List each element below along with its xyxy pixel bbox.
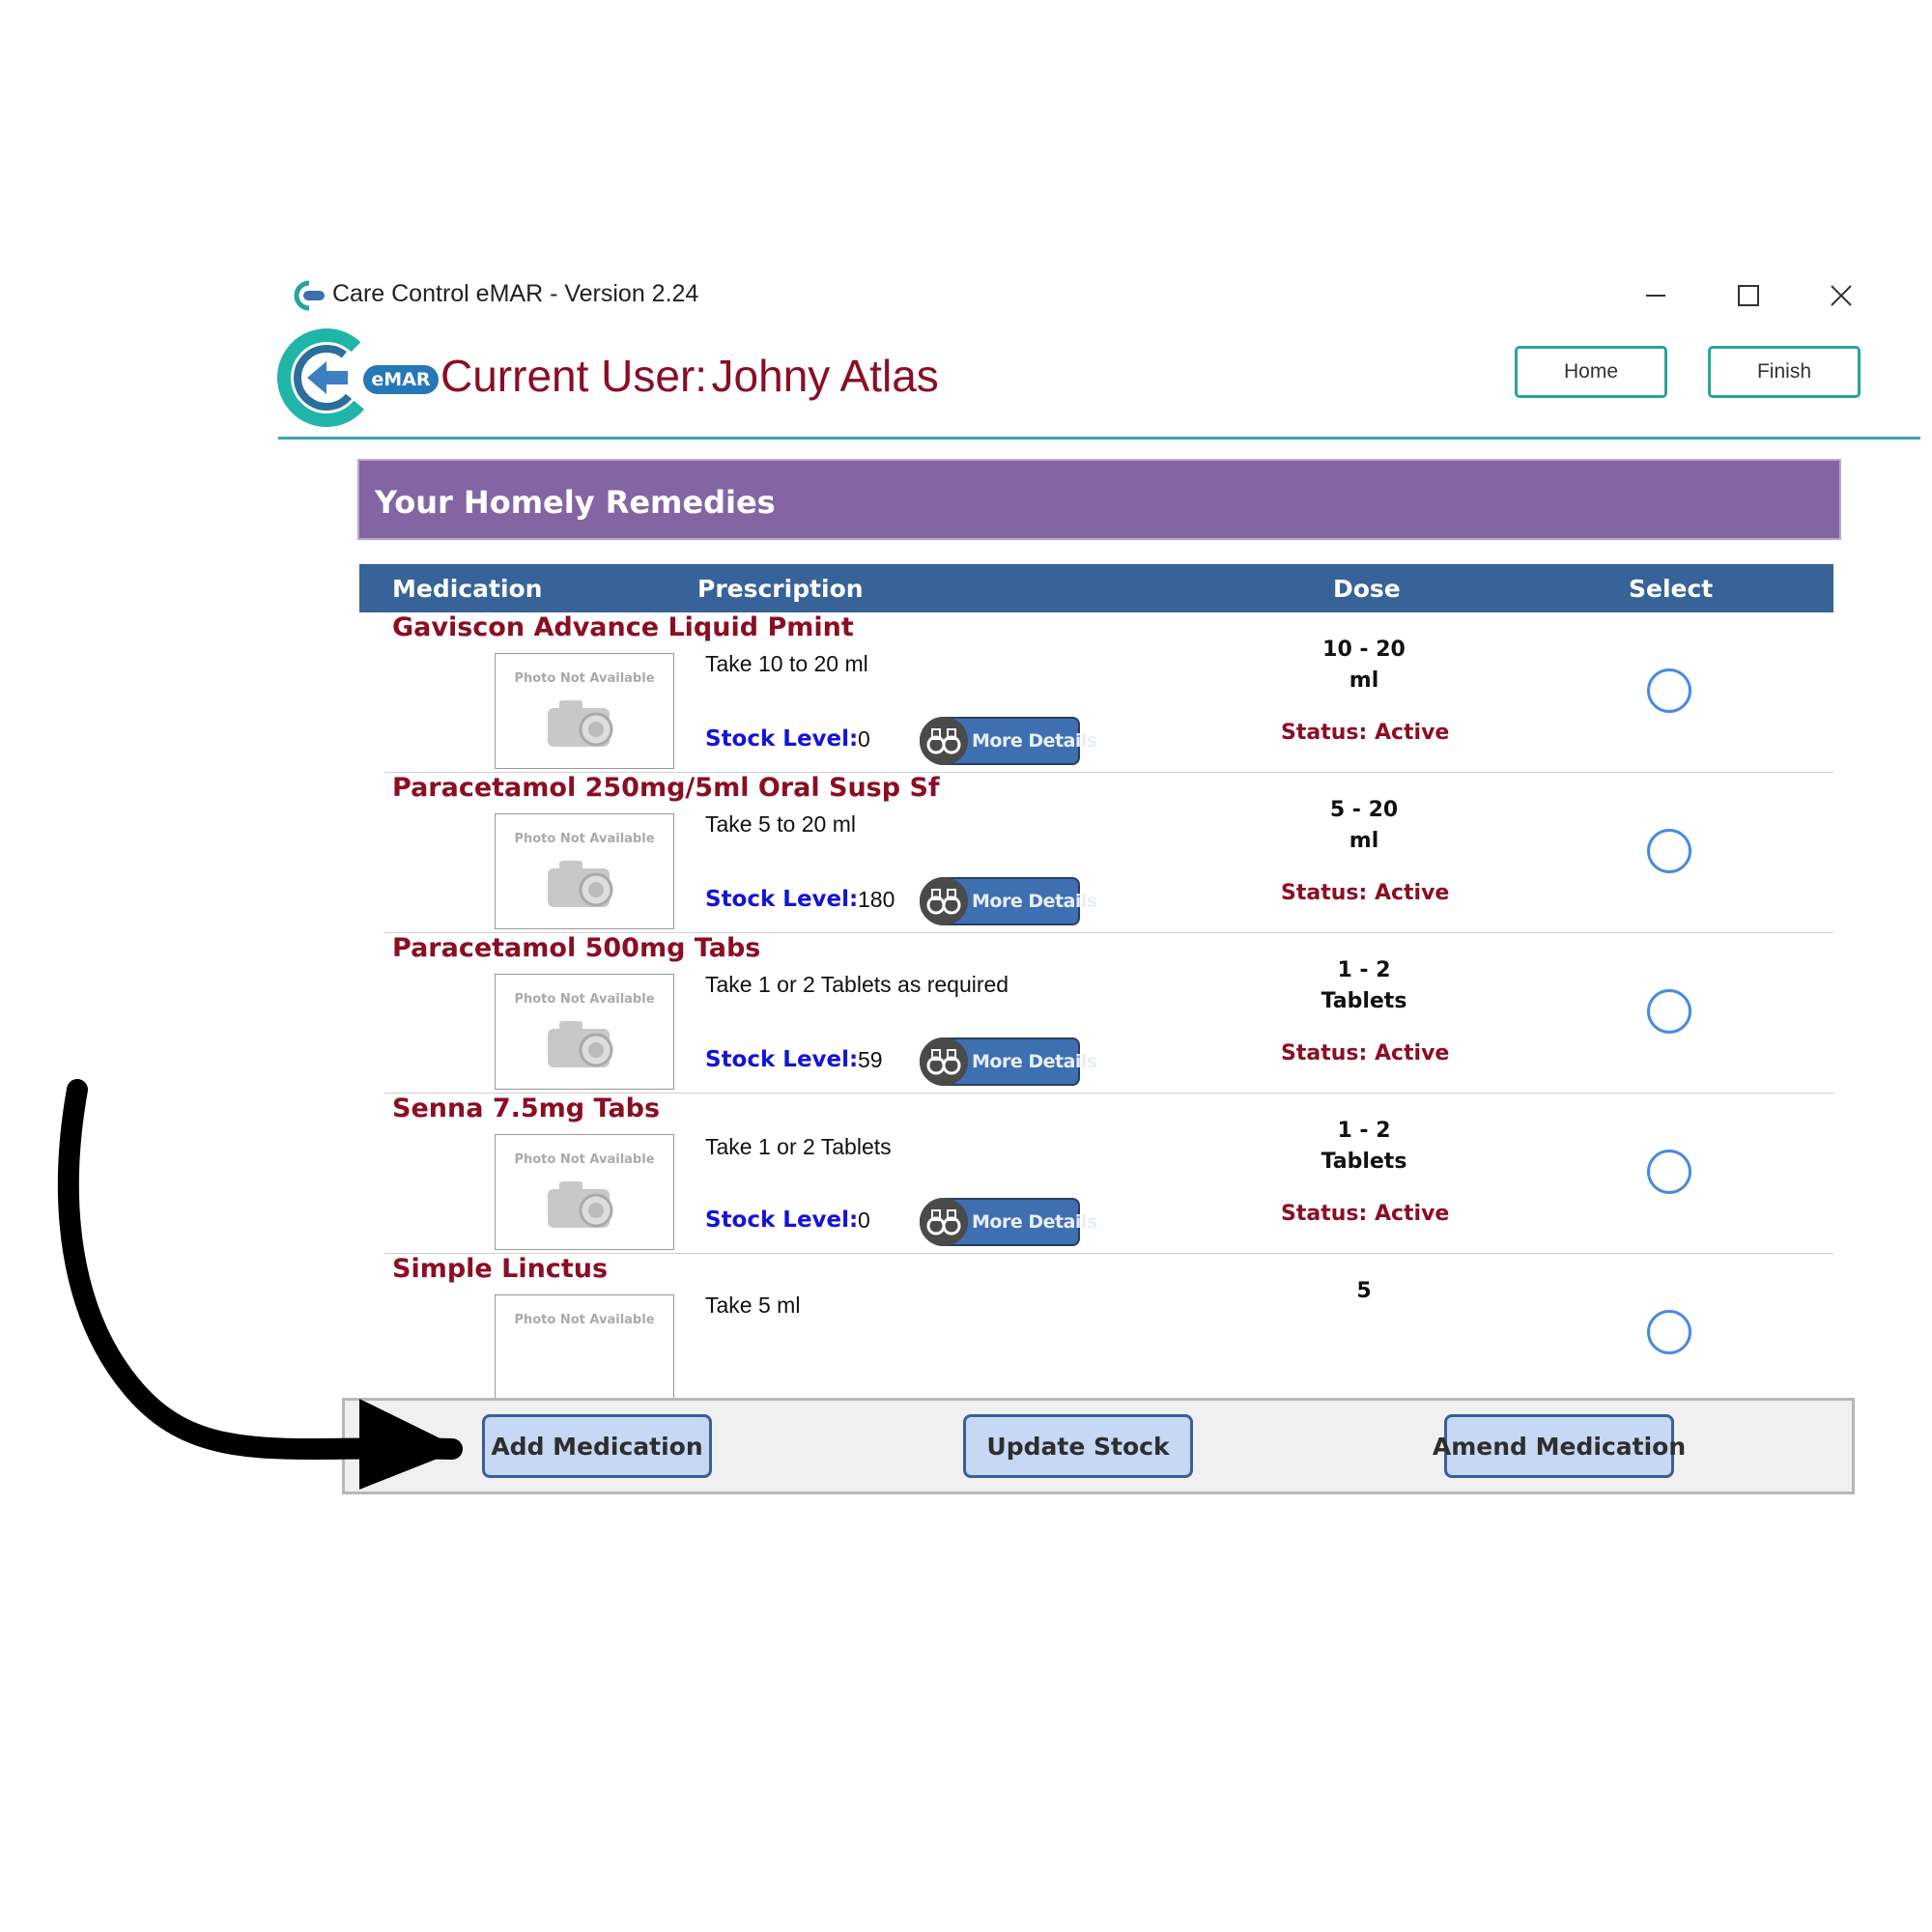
- photo-placeholder-text: Photo Not Available: [514, 832, 655, 846]
- medication-name: Simple Linctus: [392, 1254, 609, 1284]
- dose-quantity: 10 - 20: [1322, 638, 1406, 662]
- medication-name: Senna 7.5mg Tabs: [392, 1094, 661, 1123]
- status-text: Status: Active: [1281, 881, 1450, 905]
- stock-level-value: 59: [858, 1047, 883, 1072]
- stock-level-label: Stock Level:: [705, 887, 859, 912]
- more-details-label: More Details: [972, 1051, 1097, 1072]
- column-header-dose: Dose: [1333, 575, 1401, 603]
- finish-button[interactable]: Finish: [1708, 346, 1861, 398]
- update-stock-button[interactable]: Update Stock: [963, 1414, 1193, 1478]
- dose-quantity: 1 - 2: [1337, 1119, 1391, 1143]
- svg-text:eMAR: eMAR: [371, 369, 431, 390]
- stock-level-value: 180: [858, 887, 895, 912]
- photo-placeholder-text: Photo Not Available: [514, 1152, 655, 1167]
- dose-quantity: 1 - 2: [1337, 958, 1391, 982]
- current-user-name: Johny Atlas: [711, 351, 939, 401]
- photo-placeholder-text: Photo Not Available: [514, 671, 655, 686]
- status-text: Status: Active: [1281, 1041, 1450, 1065]
- add-medication-button[interactable]: Add Medication: [482, 1414, 712, 1478]
- home-button[interactable]: Home: [1515, 346, 1667, 398]
- current-user-label: Current User:: [440, 351, 708, 401]
- stock-level-label: Stock Level:: [705, 1208, 859, 1233]
- dose-unit: Tablets: [1321, 989, 1407, 1013]
- column-header-select: Select: [1629, 575, 1714, 603]
- stock-level-value: 0: [858, 726, 870, 752]
- dose-quantity: 5: [1356, 1279, 1372, 1303]
- amend-medication-button[interactable]: Amend Medication: [1444, 1414, 1674, 1478]
- dose-unit: ml: [1349, 668, 1379, 693]
- column-header-medication: Medication: [392, 575, 543, 603]
- prescription-text: Take 10 to 20 ml: [705, 651, 868, 676]
- medication-name: Gaviscon Advance Liquid Pmint: [392, 612, 854, 642]
- stock-level-label: Stock Level:: [705, 1047, 859, 1072]
- more-details-label: More Details: [972, 730, 1097, 752]
- dose-unit: Tablets: [1321, 1150, 1407, 1174]
- photo-placeholder-text: Photo Not Available: [514, 992, 655, 1007]
- dose-unit: ml: [1349, 829, 1379, 853]
- prescription-text: Take 5 ml: [705, 1293, 801, 1318]
- status-text: Status: Active: [1281, 1202, 1450, 1226]
- prescription-text: Take 1 or 2 Tablets: [705, 1134, 892, 1159]
- stock-level-value: 0: [858, 1208, 870, 1233]
- column-header-prescription: Prescription: [697, 575, 864, 603]
- stock-level-label: Stock Level:: [705, 726, 859, 752]
- medication-name: Paracetamol 250mg/5ml Oral Susp Sf: [392, 773, 940, 803]
- more-details-label: More Details: [972, 891, 1097, 912]
- photo-placeholder-text: Photo Not Available: [514, 1313, 655, 1327]
- status-text: Status: Active: [1281, 721, 1450, 745]
- more-details-label: More Details: [972, 1211, 1097, 1233]
- window-title: Care Control eMAR - Version 2.24: [332, 280, 699, 307]
- panel-title: Your Homely Remedies: [375, 484, 776, 521]
- prescription-text: Take 1 or 2 Tablets as required: [705, 972, 1009, 997]
- prescription-text: Take 5 to 20 ml: [705, 811, 856, 837]
- dose-quantity: 5 - 20: [1329, 798, 1399, 822]
- medication-name: Paracetamol 500mg Tabs: [392, 933, 761, 963]
